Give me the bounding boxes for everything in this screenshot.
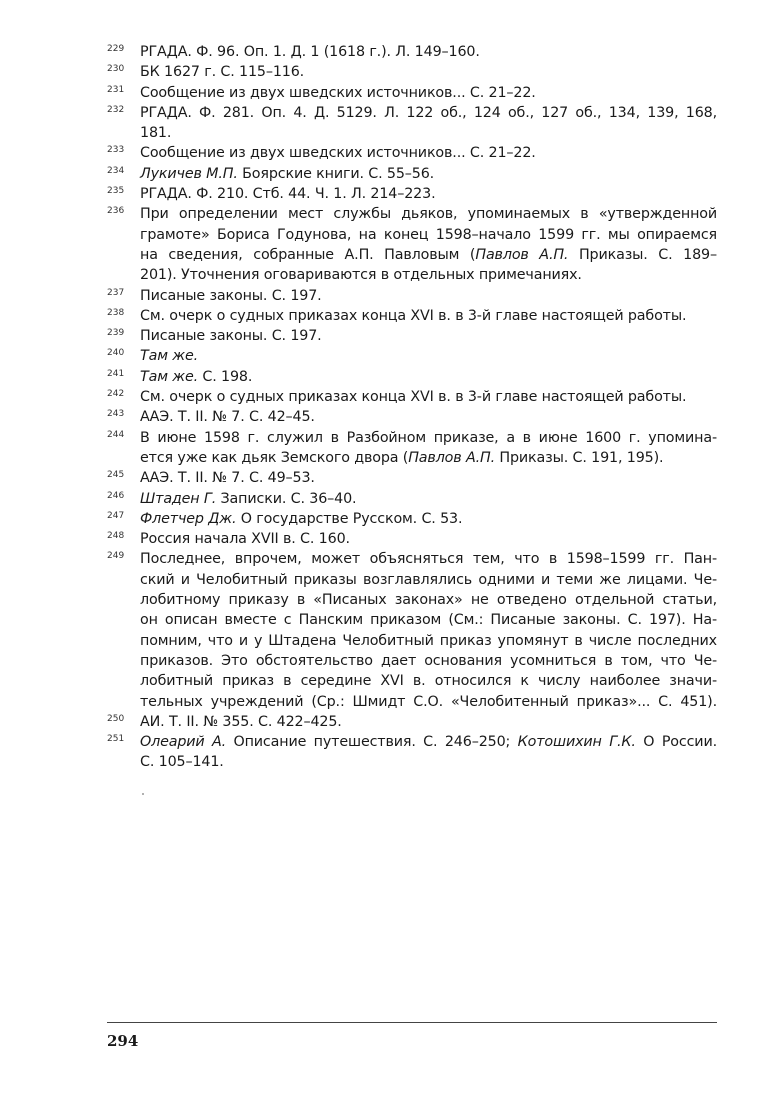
author-name: Штаден Г. (140, 490, 217, 507)
footnote-text-line: 201). Уточнения оговариваются в отдельных примечаниях. (140, 267, 582, 284)
footnote-number: 232 (107, 104, 125, 115)
citation: О государстве Русском. С. 53. (240, 510, 463, 527)
footnote-number: 243 (107, 409, 125, 420)
text-segment: на сведения, собранные А.П. Павловым ( (140, 246, 476, 263)
footnote-text: РГАДА. Ф. 96. Оп. 1. Д. 1 (1618 г.). Л. 149–160. (140, 44, 480, 60)
footnotes-list (107, 42, 717, 773)
text-segment: Приказы. С. 189– (568, 246, 717, 263)
footnote-text (140, 164, 717, 184)
footnote-text: ААЭ. Т. II. № 7. С. 49–53. (140, 470, 315, 487)
footnote-text: Писаные законы. С. 197. (140, 287, 322, 304)
footnote-number: 229 (107, 44, 125, 54)
footnote-233 (107, 143, 717, 163)
footnote-number: 230 (107, 64, 125, 75)
footnote-text: Сообщение из двух шведских источников... С. 21–22. (140, 84, 536, 101)
footnote-234 (107, 164, 717, 184)
footnote-text: РГАДА. Ф. 210. Стб. 44. Ч. 1. Л. 214–223. (140, 186, 436, 203)
footnote-248 (107, 529, 717, 549)
footnote-text-line: лобитному приказу в «Писаных законах» не отведено отдельной статьи, (140, 592, 717, 609)
footnote-number: 234 (107, 165, 125, 176)
footnote-number: 231 (107, 84, 125, 95)
footnote-247 (107, 509, 717, 529)
footnote-text-line: приказов. Это обстоятельство дает основания усомниться в том, что Че- (140, 652, 717, 669)
footnote-251 (107, 732, 717, 773)
footnote-text-line: РГАДА. Ф. 281. Оп. 4. Д. 5129. Л. 122 об., 124 об., 127 об., 134, 139, 168, (140, 104, 717, 121)
footnote-number: 245 (107, 470, 125, 481)
footnote-text: ААЭ. Т. II. № 7. С. 42–45. (140, 409, 315, 426)
footnote-232 (107, 103, 717, 144)
footnote-text-line: ский и Челобитный приказы возглавлялись одними и теми же лицами. Че- (140, 571, 717, 588)
footnote-number: 249 (107, 551, 125, 562)
footnote-236 (107, 204, 717, 285)
footnote-text: БК 1627 г. С. 115–116. (140, 64, 305, 81)
footnote-text (140, 509, 717, 529)
author-name: Котошихин Г.К. (517, 734, 636, 751)
footnote-number: 244 (107, 429, 125, 440)
footnote-text: Писаные законы. С. 197. (140, 328, 322, 345)
footnote-245 (107, 468, 717, 488)
ibid-text: Там же. (140, 348, 198, 365)
footnote-text-line: он описан вместе с Панским приказом (См.: Писаные законы. С. 197). На- (140, 612, 717, 629)
footnote-text-line: 181. (140, 125, 172, 142)
footnote-237 (107, 286, 717, 306)
footnote-text: Россия начала XVII в. С. 160. (140, 531, 350, 548)
citation: Записки. С. 36–40. (220, 490, 357, 507)
footnote-number: 247 (107, 510, 125, 521)
footnote-241 (107, 367, 717, 387)
footnote-number: 233 (107, 145, 125, 156)
footnote-231 (107, 83, 717, 103)
author-name: Флетчер Дж. (140, 510, 237, 527)
footnote-246 (107, 489, 717, 509)
footnote-text: АИ. Т. II. № 355. С. 422–425. (140, 713, 342, 730)
footnote-number: 246 (107, 490, 125, 501)
footnote-240 (107, 346, 717, 366)
footnote-235 (107, 184, 717, 204)
footnote-text: См. очерк о судных приказах конца XVI в. в 3-й главе настоящей работы. (140, 307, 687, 324)
footnote-text-line: помним, что и у Штадена Челобитный приказ упомянут в числе последних (140, 632, 717, 649)
footnote-number: 248 (107, 531, 125, 542)
footnote-text (140, 367, 717, 387)
footnote-text-line: В июне 1598 г. служил в Разбойном приказе, а в июне 1600 г. упомина- (140, 429, 717, 446)
footnote-text-line: лобитный приказ в середине XVI в. относился к числу наиболее значи- (140, 673, 717, 690)
author-name: Лукичев М.П. (140, 165, 238, 182)
footnote-text (140, 489, 717, 509)
author-name: Олеарий А. (140, 734, 227, 751)
footnote-number: 238 (107, 307, 125, 318)
footnote-number: 236 (107, 206, 125, 217)
footnote-text-line: С. 105–141. (140, 754, 224, 771)
ibid-text: Там же. (140, 368, 198, 385)
author-name: Павлов А.П. (475, 246, 569, 263)
footnote-242 (107, 387, 717, 407)
footnote-text-line: Последнее, впрочем, может объясняться тем, что в 1598–1599 гг. Пан- (140, 551, 717, 568)
footnote-number: 235 (107, 186, 125, 197)
citation: Описание путешествия. С. 246–250; (226, 734, 518, 751)
text-segment: Приказы. С. 191, 195). (494, 449, 664, 466)
footnote-text-line (140, 732, 717, 752)
author-name: Павлов А.П. (408, 449, 495, 466)
scan-speck (142, 793, 144, 795)
footnote-text-line: тельных учреждений (Ср.: Шмидт С.О. «Челобитенный приказ»... С. 451). (140, 693, 717, 710)
footnote-238 (107, 306, 717, 326)
footnote-text (140, 346, 717, 366)
footnote-number: 251 (107, 734, 125, 745)
footnote-number: 239 (107, 328, 125, 339)
footnote-text-line: При определении мест службы дьяков, упоминаемых в «утвержденной (140, 206, 717, 223)
footnote-229 (107, 42, 717, 62)
footnote-250 (107, 712, 717, 732)
footnote-text: Сообщение из двух шведских источников... С. 21–22. (140, 145, 536, 162)
footnote-text-line (140, 448, 717, 468)
footnote-number: 242 (107, 389, 125, 400)
footnote-244 (107, 428, 717, 469)
footnote-249 (107, 549, 717, 711)
footnote-number: 241 (107, 368, 125, 379)
citation: С. 198. (198, 368, 253, 385)
footnote-number: 250 (107, 713, 125, 724)
footnote-230 (107, 62, 717, 82)
footnote-239 (107, 326, 717, 346)
footnote-text-line: грамоте» Бориса Годунова, на конец 1598–начало 1599 гг. мы опираемся (140, 226, 717, 243)
citation: О России. (635, 734, 717, 751)
citation: Боярские книги. С. 55–56. (242, 165, 435, 182)
footnote-text: См. очерк о судных приказах конца XVI в. в 3-й главе настоящей работы. (140, 389, 687, 406)
footnote-number: 237 (107, 287, 125, 298)
text-segment: ется уже как дьяк Земского двора ( (140, 449, 409, 466)
footnote-text-line (140, 245, 717, 265)
footer-rule (107, 1022, 717, 1023)
footnote-number: 240 (107, 348, 125, 359)
page-number: 294 (107, 1032, 139, 1050)
footnote-243 (107, 407, 717, 427)
